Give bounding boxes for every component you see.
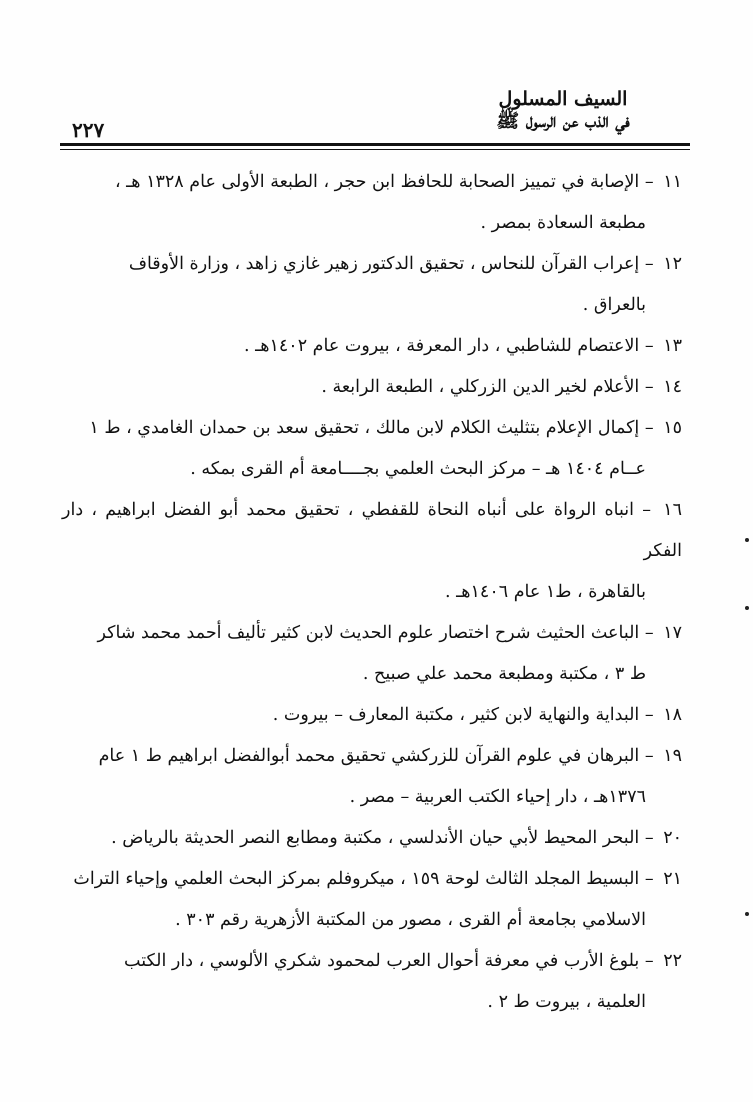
header-title-line2: في الذب عن الرسول ﷺ	[496, 110, 630, 132]
scan-speck	[745, 538, 749, 542]
reference-number: ١٤	[663, 377, 682, 397]
reference-text: – بلوغ الأرب في معرفة أحوال العرب لمحمود شكري الألوسي ، دار الكتب	[124, 951, 654, 971]
reference-item	[62, 941, 682, 1023]
reference-number: ١٩	[663, 746, 682, 766]
reference-continuation: الاسلامي بجامعة أم القرى ، مصور من المكتبة الأزهرية رقم ٣٠٣ .	[175, 910, 646, 930]
reference-number: ١٦	[663, 500, 682, 520]
running-header-title	[433, 88, 693, 132]
scan-speck	[745, 912, 749, 916]
reference-item	[62, 859, 682, 941]
reference-number: ٢٢	[663, 951, 682, 971]
scan-speck	[745, 606, 749, 610]
reference-number: ١٣	[663, 336, 682, 356]
reference-continuation: مطبعة السعادة بمصر .	[480, 213, 646, 233]
reference-number: ١٢	[663, 254, 682, 274]
reference-continuation: بالعراق .	[582, 295, 646, 315]
reference-item	[62, 367, 682, 408]
reference-text: – البسيط المجلد الثالث لوحة ١٥٩ ، ميكروفلم بمركز البحث العلمي وإحياء التراث	[73, 869, 654, 889]
reference-number: ١١	[663, 172, 682, 192]
reference-continuation: بالقاهرة ، ط١ عام ١٤٠٦هـ .	[445, 582, 646, 602]
references-list	[62, 162, 682, 1023]
page-number: ٢٢٧	[72, 118, 105, 142]
reference-number: ١٥	[663, 418, 682, 438]
reference-text: – إكمال الإعلام بتثليث الكلام لابن مالك ، تحقيق سعد بن حمدان الغامدي ، ط ١	[89, 418, 654, 438]
reference-item	[62, 244, 682, 326]
reference-continuation: العلمية ، بيروت ط ٢ .	[487, 992, 646, 1012]
reference-text: – الأعلام لخير الدين الزركلي ، الطبعة الرابعة .	[321, 377, 654, 397]
reference-text: – الإصابة في تمييز الصحابة للحافظ ابن حجر ، الطبعة الأولى عام ١٣٢٨ هـ ،	[114, 172, 654, 192]
reference-item	[62, 613, 682, 695]
reference-continuation: عــام ١٤٠٤ هـ – مركز البحث العلمي بجــــامعة أم القرى بمكه .	[190, 459, 646, 479]
header-rule-thick	[60, 143, 690, 146]
reference-item	[62, 736, 682, 818]
reference-item	[62, 818, 682, 859]
reference-text: – البحر المحيط لأبي حيان الأندلسي ، مكتبة ومطابع النصر الحديثة بالرياض .	[111, 828, 654, 848]
reference-text: – البرهان في علوم القرآن للزركشي تحقيق محمد أبوالفضل ابراهيم ط ١ عام	[98, 746, 654, 766]
reference-number: ١٨	[663, 705, 682, 725]
reference-text: – البداية والنهاية لابن كثير ، مكتبة المعارف – بيروت .	[272, 705, 654, 725]
reference-text: – الاعتصام للشاطبي ، دار المعرفة ، بيروت عام ١٤٠٢هـ .	[244, 336, 654, 356]
reference-text: – الباعث الحثيث شرح اختصار علوم الحديث لابن كثير تأليف أحمد محمد شاكر	[97, 623, 654, 643]
reference-text: – إعراب القرآن للنحاس ، تحقيق الدكتور زهير غازي زاهد ، وزارة الأوقاف	[128, 254, 654, 274]
reference-text: – انباه الرواة على أنباه النحاة للقفطي ، تحقيق محمد أبو الفضل ابراهيم ، دار الفكر	[62, 500, 682, 561]
reference-number: ٢٠	[663, 828, 682, 848]
header-title-line1: السيف المسلول	[498, 88, 628, 110]
reference-item	[62, 695, 682, 736]
reference-number: ٢١	[663, 869, 682, 889]
reference-item	[62, 162, 682, 244]
reference-continuation: ١٣٧٦هـ ، دار إحياء الكتب العربية – مصر .	[349, 787, 646, 807]
header-rule-thin	[60, 149, 690, 150]
reference-number: ١٧	[663, 623, 682, 643]
reference-item	[62, 408, 682, 490]
reference-item	[62, 490, 682, 613]
reference-item	[62, 326, 682, 367]
reference-continuation: ط ٣ ، مكتبة ومطبعة محمد علي صبيح .	[362, 664, 646, 684]
